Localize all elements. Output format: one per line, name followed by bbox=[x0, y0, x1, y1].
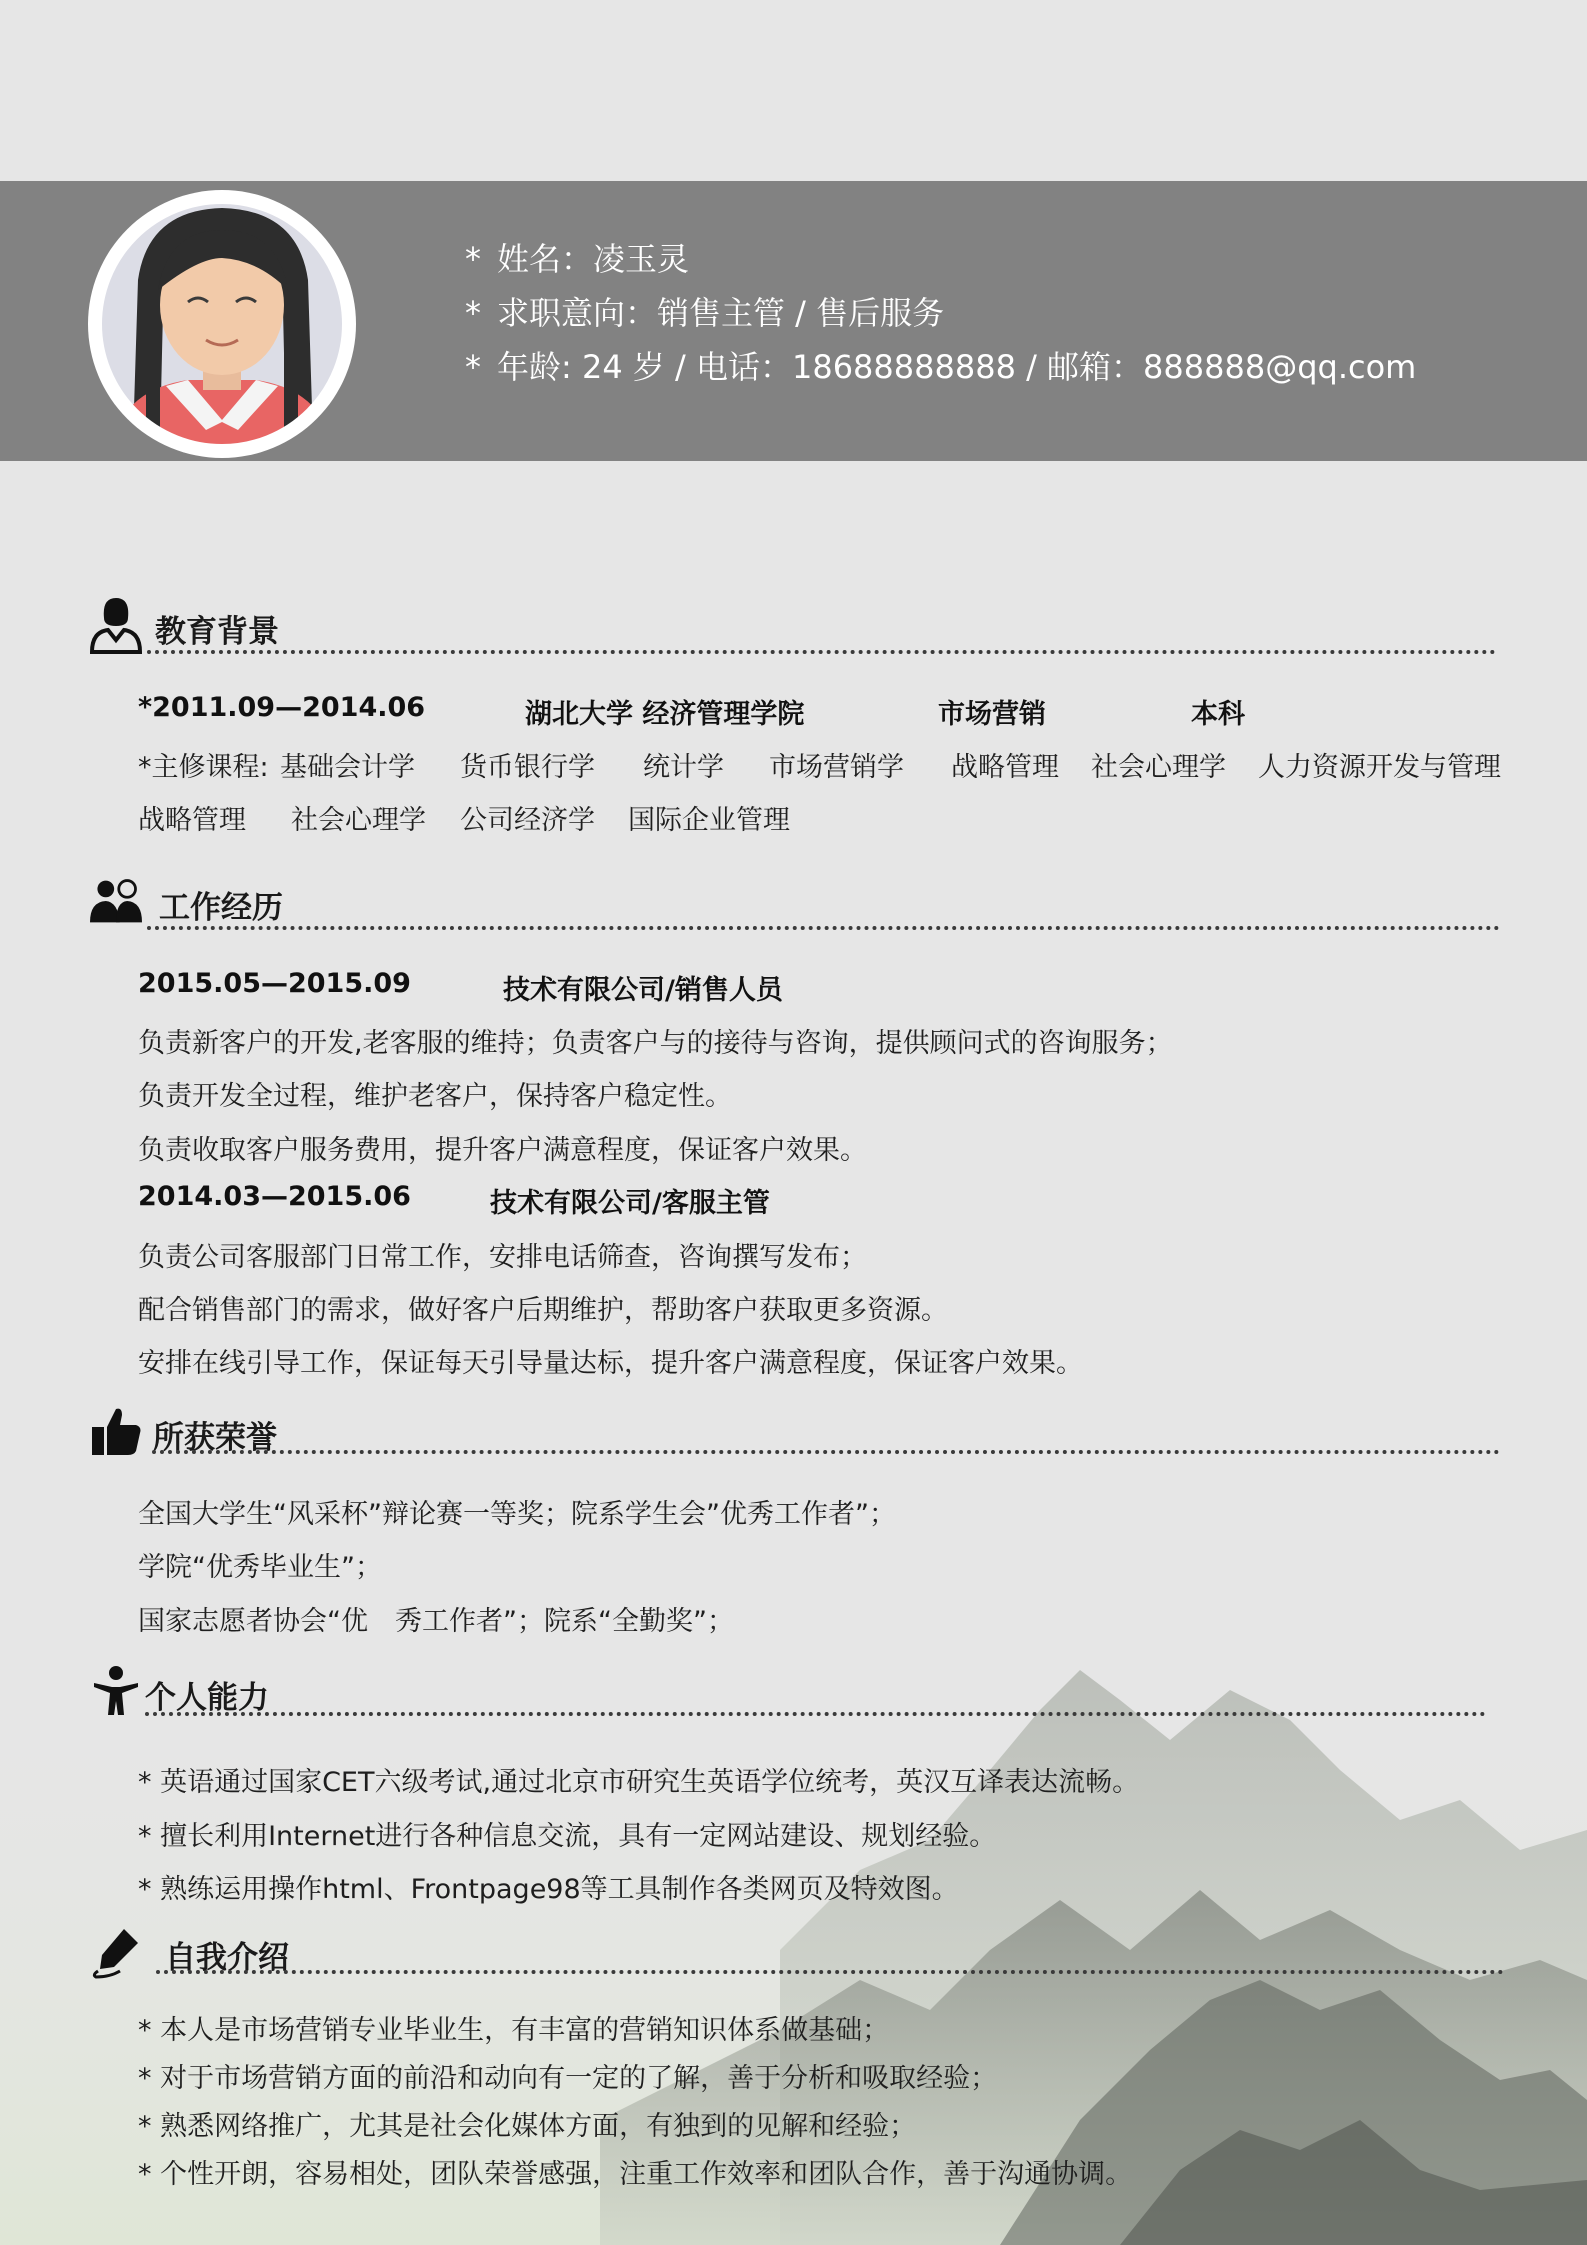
name-line bbox=[465, 232, 1416, 286]
job-duty: 负责新客户的开发,老客服的维持；负责客户与的接待与咨询，提供顾问式的咨询服务； bbox=[138, 1028, 1173, 1059]
job-duty: 安排在线引导工作，保证每天引导量达标，提升客户满意程度，保证客户效果。 bbox=[138, 1348, 1083, 1379]
section-divider bbox=[147, 926, 1500, 930]
education-period: *2011.09—2014.06 bbox=[138, 692, 426, 723]
intro-item: * 对于市场营销方面的前沿和动向有一定的了解，善于分析和吸取经验； bbox=[138, 2063, 998, 2094]
section-divider bbox=[145, 1712, 1486, 1716]
education-major: 市场营销 bbox=[938, 699, 1046, 730]
avatar bbox=[88, 190, 356, 458]
course-item: 战略管理 bbox=[951, 752, 1059, 783]
honor-item: 学院“优秀毕业生”； bbox=[138, 1552, 382, 1583]
person-icon bbox=[90, 596, 142, 654]
pen-icon bbox=[90, 1922, 142, 1980]
bullet: * bbox=[465, 348, 481, 386]
skills-title: 个人能力 bbox=[145, 1680, 269, 1716]
bullet: * bbox=[465, 240, 481, 278]
job-role: 技术有限公司/客服主管 bbox=[490, 1188, 770, 1219]
course-item: 社会心理学 bbox=[291, 805, 426, 836]
course-item: 货币银行学 bbox=[460, 752, 595, 783]
skill-item: * 熟练运用操作html、Frontpage98等工具制作各类网页及特效图。 bbox=[138, 1874, 959, 1905]
honors-title: 所获荣誉 bbox=[153, 1420, 277, 1456]
figure-icon bbox=[90, 1662, 142, 1720]
honor-item: 国家志愿者协会“优 秀工作者”；院系“全勤奖”； bbox=[138, 1606, 734, 1637]
job-period: 2014.03—2015.06 bbox=[138, 1181, 411, 1212]
course-item: 统计学 bbox=[643, 752, 724, 783]
honor-item: 全国大学生“风采杯”辩论赛一等奖；院系学生会”优秀工作者”； bbox=[138, 1499, 896, 1530]
section-divider bbox=[147, 650, 1496, 654]
job-duty: 配合销售部门的需求，做好客户后期维护，帮助客户获取更多资源。 bbox=[138, 1295, 948, 1326]
job-duty: 负责开发全过程，维护老客户，保持客户稳定性。 bbox=[138, 1081, 732, 1112]
job-role: 技术有限公司/销售人员 bbox=[503, 975, 783, 1006]
intro-title: 自我介绍 bbox=[165, 1940, 289, 1976]
job-period: 2015.05—2015.09 bbox=[138, 968, 411, 999]
course-item: 基础会计学 bbox=[280, 752, 415, 783]
intro-item: * 本人是市场营销专业毕业生，有丰富的营销知识体系做基础； bbox=[138, 2015, 890, 2046]
skill-item: * 擅长利用Internet进行各种信息交流，具有一定网站建设、规划经验。 bbox=[138, 1821, 997, 1852]
courses-label: *主修课程: bbox=[138, 752, 269, 783]
thumbs-up-icon bbox=[90, 1402, 142, 1460]
job-duty: 负责公司客服部门日常工作，安排电话筛查，咨询撰写发布； bbox=[138, 1242, 867, 1273]
education-title: 教育背景 bbox=[155, 614, 279, 650]
education-school: 湖北大学 经济管理学院 bbox=[525, 699, 805, 730]
bullet: * bbox=[465, 294, 481, 332]
intro-item: * 熟悉网络推广，尤其是社会化媒体方面，有独到的见解和经验； bbox=[138, 2111, 917, 2142]
course-item: 公司经济学 bbox=[460, 805, 595, 836]
section-divider bbox=[152, 1450, 1500, 1454]
profile-info bbox=[465, 232, 1416, 394]
education-degree: 本科 bbox=[1191, 699, 1245, 730]
intro-item: * 个性开朗，容易相处，团队荣誉感强，注重工作效率和团队合作，善于沟通协调。 bbox=[138, 2159, 1133, 2190]
name-text: 姓名：凌玉灵 bbox=[497, 240, 690, 278]
job-duty: 负责收取客户服务费用，提升客户满意程度，保证客户效果。 bbox=[138, 1135, 867, 1166]
course-item: 国际企业管理 bbox=[628, 805, 790, 836]
course-item: 社会心理学 bbox=[1091, 752, 1226, 783]
contact-line bbox=[465, 340, 1416, 394]
skill-item: * 英语通过国家CET六级考试,通过北京市研究生英语学位统考，英汉互译表达流畅。 bbox=[138, 1767, 1140, 1798]
contact-text: 年龄: 24 岁 / 电话：18688888888 / 邮箱：888888@qq.com bbox=[497, 348, 1417, 386]
course-item: 人力资源开发与管理 bbox=[1258, 752, 1501, 783]
work-title: 工作经历 bbox=[159, 890, 283, 926]
section-divider bbox=[156, 1970, 1504, 1974]
course-item: 市场营销学 bbox=[769, 752, 904, 783]
intent-line bbox=[465, 286, 1416, 340]
group-icon bbox=[90, 872, 142, 930]
course-item: 战略管理 bbox=[138, 805, 246, 836]
intent-text: 求职意向：销售主管 / 售后服务 bbox=[497, 294, 945, 332]
